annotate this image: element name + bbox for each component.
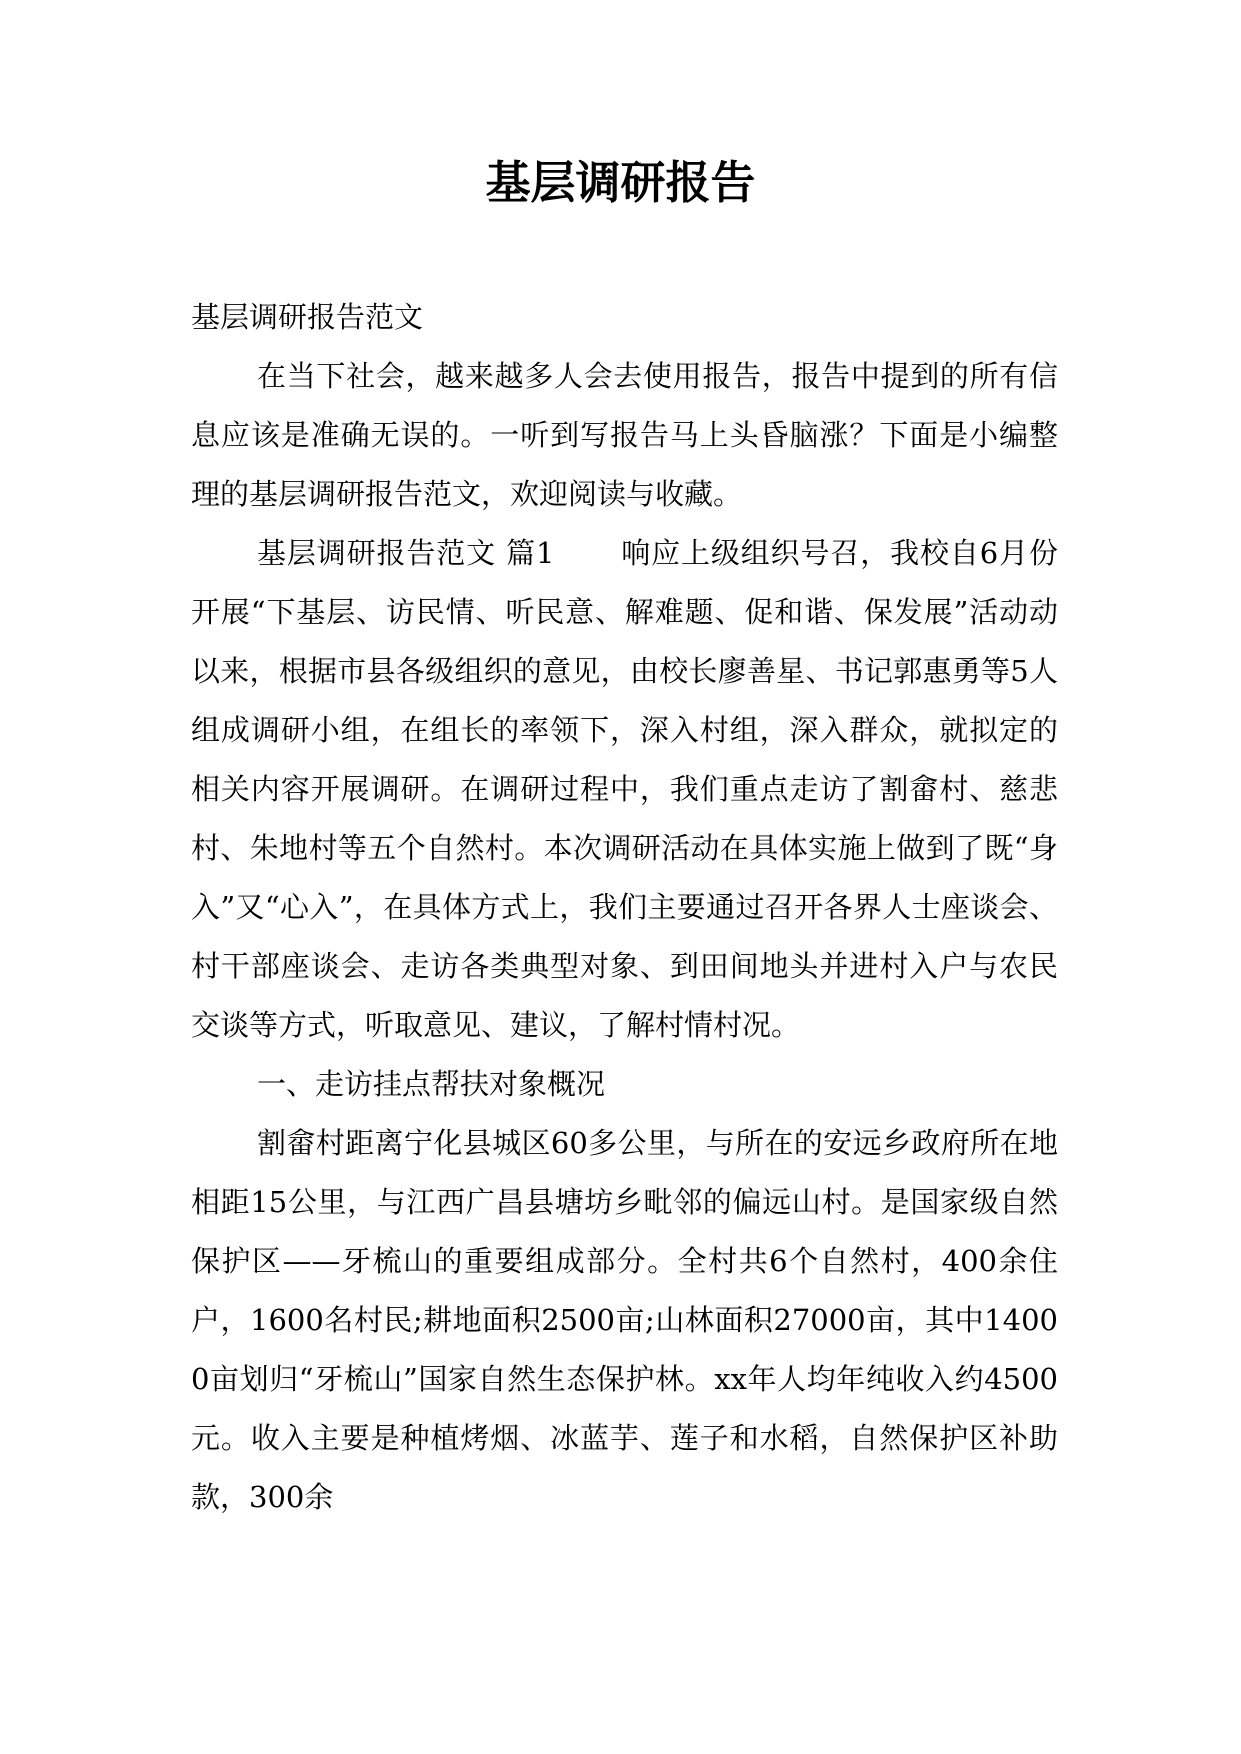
section-body: 响应上级组织号召，我校自6月份开展“下基层、访民情、听民意、解难题、促和谐、保发展”活动动以来，根据市县各级组织的意见，由校长廖善星、书记郭惠勇等5人组成调研小组，在组长的率领下，深入村组，深入群众，就拟定的相关内容开展调研。在调研过程中，我们重点走访了割畲村、慈悲村、朱地村等五个自然村。本次调研活动在具体实施上做到了既“身入”又“心入”，在具体方式上，我们主要通过召开各界人士座谈会、村干部座谈会、走访各类典型对象、到田间地头并进村入户与农民交谈等方式，听取意见、建议，了解村情村况。	[191, 536, 1058, 1042]
document-subtitle: 基层调研报告范文	[191, 300, 424, 334]
section-heading-1: 一、走访挂点帮扶对象概况	[257, 1067, 606, 1101]
village-paragraph: 割畲村距离宁化县城区60多公里，与所在的安远乡政府所在地相距15公里，与江西广昌县塘坊乡毗邻的偏远山村。是国家级自然保护区——牙梳山的重要组成部分。全村共6个自然村，400余住户，1600名村民;耕地面积2500亩;山林面积27000亩，其中14000亩划归“牙梳山”国家自然生态保护林。xx年人均年纯收入约4500元。收入主要是种植烤烟、冰蓝芋、莲子和水稻，自然保护区补助款，300余	[191, 1126, 1058, 1514]
document-title: 基层调研报告	[485, 156, 756, 209]
section-paragraph	[191, 524, 1058, 1055]
intro-paragraph: 在当下社会，越来越多人会去使用报告，报告中提到的所有信息应该是准确无误的。一听到写报告马上头昏脑涨？下面是小编整理的基层调研报告范文，欢迎阅读与收藏。	[191, 359, 1058, 511]
section-label: 基层调研报告范文 篇1	[257, 536, 555, 570]
document-body	[191, 288, 1058, 1527]
